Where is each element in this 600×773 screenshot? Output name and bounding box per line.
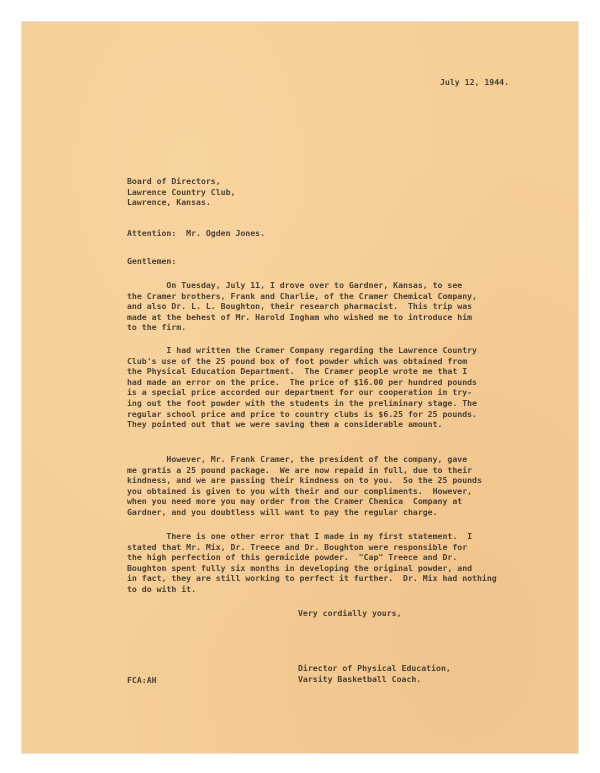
- text-line: made at the behest of Mr. Harold Ingham who wished me to introduce him: [127, 311, 473, 322]
- reference-initials: FCA:AH: [127, 675, 157, 685]
- body-paragraph: [127, 280, 477, 333]
- text-line: had made an error on the price. The price of $16.00 per hundred pounds: [127, 376, 477, 387]
- signature-block: [298, 663, 451, 684]
- signature-title-line: Varsity Basketball Coach.: [298, 673, 422, 684]
- text-line: the high perfection of this germicide powder. "Cap" Treece and Dr.: [127, 552, 458, 563]
- text-line: Club's use of the 25 pound box of foot powder which was obtained from: [127, 355, 468, 366]
- recipient-line: Lawrence, Kansas.: [127, 197, 211, 208]
- text-line: to the firm.: [127, 322, 187, 333]
- text-line: stated that Mr. Mix, Dr. Treece and Dr. Boughton were responsible for: [127, 541, 468, 552]
- text-line: ing out the foot powder with the students in the preliminary stage. The: [127, 397, 477, 408]
- text-line: There is one other error that I made in my first statement. I: [127, 531, 473, 541]
- text-line: you obtained is given to you with their and our compliments. However,: [127, 485, 473, 496]
- text-line: Gardner, and you doubtless will want to pay the regular charge.: [127, 506, 438, 517]
- text-line: Boughton spent fully six months in developing the original powder, and: [127, 562, 473, 573]
- attention-line: Attention: Mr. Ogden Jones.: [127, 228, 266, 238]
- text-line: I had written the Cramer Company regarding the Lawrence Country: [127, 345, 477, 355]
- text-line: On Tuesday, July 11, I drove over to Gardner, Kansas, to see: [127, 280, 463, 290]
- text-line: kindness, and we are passing their kindness on to you. So the 25 pounds: [127, 475, 482, 486]
- body-paragraph: [127, 454, 482, 518]
- recipient-line: Board of Directors,: [127, 176, 221, 186]
- signature-title-line: Director of Physical Education,: [298, 663, 451, 673]
- text-line: me gratis a 25 pound package. We are now repaid in full, due to their: [127, 464, 473, 475]
- text-line: when you need more you may order from the Cramer Chemica Company at: [127, 496, 463, 507]
- letter-date: July 12, 1944.: [440, 77, 510, 87]
- text-line: in fact, they are still working to perfect it further. Dr. Mix had nothing: [127, 573, 497, 584]
- text-line: to do with it.: [127, 583, 197, 594]
- text-line: They pointed out that we were saving them a considerable amount.: [127, 419, 443, 430]
- text-line: regular school price and price to country clubs is $6.25 for 25 pounds.: [127, 408, 477, 419]
- text-line: is a special price accorded our department for our cooperation in try-: [127, 387, 473, 398]
- recipient-line: Lawrence Country Club,: [127, 186, 236, 197]
- body-paragraph: [127, 531, 497, 595]
- recipient-address: [127, 176, 235, 208]
- complimentary-close: Very cordially yours,: [298, 608, 402, 618]
- text-line: the Physical Education Department. The Cramer people wrote me that I: [127, 366, 468, 377]
- body-paragraph: [127, 345, 477, 430]
- text-line: However, Mr. Frank Cramer, the president of the company, gave: [127, 454, 468, 464]
- text-line: and also Dr. L. L. Boughton, their research pharmacist. This trip was: [127, 301, 473, 312]
- text-line: the Cramer brothers, Frank and Charlie, of the Cramer Chemical Company,: [127, 290, 477, 301]
- salutation: Gentlemen:: [127, 256, 177, 266]
